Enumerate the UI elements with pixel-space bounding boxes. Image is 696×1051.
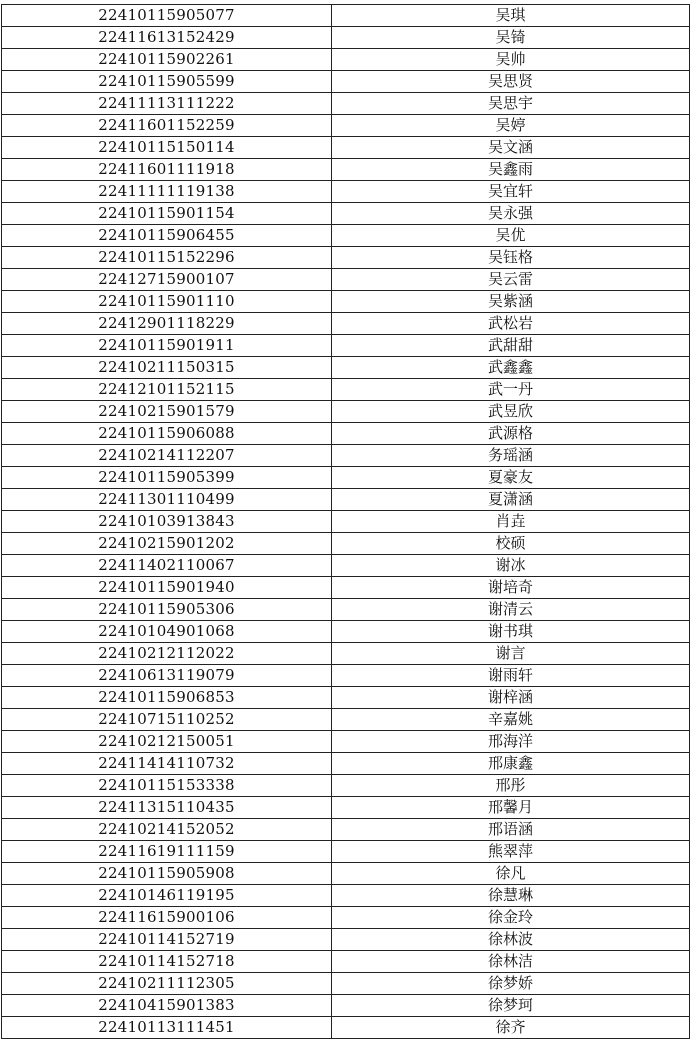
student-name-cell: 徐梦娇: [332, 973, 690, 995]
student-id-cell: 22410212112022: [2, 643, 332, 665]
table-row: [2, 753, 690, 775]
student-name-cell: 武甜甜: [332, 335, 690, 357]
table-row: [2, 841, 690, 863]
student-id-cell: 22411414110732: [2, 753, 332, 775]
table-row: [2, 269, 690, 291]
student-id-cell: 22410115901154: [2, 203, 332, 225]
student-name-cell: 徐梦珂: [332, 995, 690, 1017]
student-id-cell: 22410115901110: [2, 291, 332, 313]
student-id-cell: 22410113111451: [2, 1017, 332, 1039]
student-id-cell: 22410215901579: [2, 401, 332, 423]
student-id-cell: 22410115905077: [2, 5, 332, 27]
table-row: [2, 401, 690, 423]
student-id-cell: 22410115901911: [2, 335, 332, 357]
student-id-cell: 22410115905306: [2, 599, 332, 621]
student-name-cell: 武鑫鑫: [332, 357, 690, 379]
student-name-cell: 吴云雷: [332, 269, 690, 291]
table-row: [2, 511, 690, 533]
student-name-cell: 徐慧琳: [332, 885, 690, 907]
student-name-cell: 谢培奇: [332, 577, 690, 599]
student-name-cell: 吴宜轩: [332, 181, 690, 203]
table-row: [2, 995, 690, 1017]
table-row: [2, 577, 690, 599]
student-name-cell: 徐齐: [332, 1017, 690, 1039]
student-name-cell: 徐林洁: [332, 951, 690, 973]
student-name-cell: 武昱欣: [332, 401, 690, 423]
student-id-cell: 22410115902261: [2, 49, 332, 71]
student-name-cell: 吴鑫雨: [332, 159, 690, 181]
table-row: [2, 159, 690, 181]
student-id-cell: 22410115152296: [2, 247, 332, 269]
table-row: [2, 247, 690, 269]
student-id-cell: 22410715110252: [2, 709, 332, 731]
student-id-cell: 22410115906088: [2, 423, 332, 445]
student-id-cell: 22411113111222: [2, 93, 332, 115]
student-id-cell: 22411619111159: [2, 841, 332, 863]
table-row: [2, 687, 690, 709]
table-row: [2, 335, 690, 357]
student-id-cell: 22410115906455: [2, 225, 332, 247]
student-name-cell: 吴优: [332, 225, 690, 247]
student-name-cell: 武源格: [332, 423, 690, 445]
student-name-cell: 熊翠萍: [332, 841, 690, 863]
student-name-cell: 吴永强: [332, 203, 690, 225]
table-row: [2, 819, 690, 841]
student-id-cell: 22410115905908: [2, 863, 332, 885]
student-name-cell: 武一丹: [332, 379, 690, 401]
student-name-cell: 徐金玲: [332, 907, 690, 929]
table-row: [2, 599, 690, 621]
student-name-cell: 吴文涵: [332, 137, 690, 159]
student-name-cell: 谢梓涵: [332, 687, 690, 709]
student-name-cell: 辛嘉姚: [332, 709, 690, 731]
student-id-cell: 22410114152719: [2, 929, 332, 951]
table-row: [2, 621, 690, 643]
student-name-cell: 务瑶涵: [332, 445, 690, 467]
student-name-cell: 吴锜: [332, 27, 690, 49]
student-name-cell: 肖垚: [332, 511, 690, 533]
student-name-cell: 邢海洋: [332, 731, 690, 753]
student-name-cell: 吴钰格: [332, 247, 690, 269]
table-row: [2, 313, 690, 335]
student-name-cell: 夏潇涵: [332, 489, 690, 511]
student-name-cell: 夏豪友: [332, 467, 690, 489]
table-row: [2, 775, 690, 797]
student-id-cell: 22411601111918: [2, 159, 332, 181]
student-id-cell: 22411315110435: [2, 797, 332, 819]
table-row: [2, 225, 690, 247]
student-id-cell: 22410115901940: [2, 577, 332, 599]
student-id-cell: 22411301110499: [2, 489, 332, 511]
student-id-cell: 22410114152718: [2, 951, 332, 973]
table-row: [2, 467, 690, 489]
student-name-cell: 徐林波: [332, 929, 690, 951]
student-id-cell: 22410115150114: [2, 137, 332, 159]
student-id-cell: 22410115906853: [2, 687, 332, 709]
student-name-cell: 校硕: [332, 533, 690, 555]
table-row: [2, 951, 690, 973]
student-id-cell: 22410215901202: [2, 533, 332, 555]
student-name-cell: 武松岩: [332, 313, 690, 335]
student-name-cell: 谢书琪: [332, 621, 690, 643]
student-id-cell: 22410415901383: [2, 995, 332, 1017]
table-row: [2, 555, 690, 577]
table-row: [2, 709, 690, 731]
student-name-cell: 谢清云: [332, 599, 690, 621]
table-row: [2, 533, 690, 555]
student-name-cell: 吴帅: [332, 49, 690, 71]
table-row: [2, 1017, 690, 1039]
student-id-cell: 22411402110067: [2, 555, 332, 577]
student-id-cell: 22410211112305: [2, 973, 332, 995]
table-row: [2, 49, 690, 71]
student-name-cell: 吴琪: [332, 5, 690, 27]
student-name-cell: 吴紫涵: [332, 291, 690, 313]
student-id-cell: 22410146119195: [2, 885, 332, 907]
table-row: [2, 93, 690, 115]
student-id-cell: 22412101152115: [2, 379, 332, 401]
student-name-cell: 吴思贤: [332, 71, 690, 93]
student-list-body: [2, 5, 690, 1039]
table-row: [2, 357, 690, 379]
table-row: [2, 885, 690, 907]
table-row: [2, 863, 690, 885]
student-name-cell: 徐凡: [332, 863, 690, 885]
student-id-cell: 22410613119079: [2, 665, 332, 687]
student-name-cell: 邢康鑫: [332, 753, 690, 775]
table-row: [2, 181, 690, 203]
student-id-cell: 22411601152259: [2, 115, 332, 137]
table-row: [2, 731, 690, 753]
table-row: [2, 423, 690, 445]
table-row: [2, 5, 690, 27]
table-row: [2, 445, 690, 467]
student-id-cell: 22410115905399: [2, 467, 332, 489]
student-id-cell: 22412715900107: [2, 269, 332, 291]
student-id-cell: 22410214152052: [2, 819, 332, 841]
student-name-cell: 谢言: [332, 643, 690, 665]
table-row: [2, 137, 690, 159]
student-name-cell: 吴思宇: [332, 93, 690, 115]
student-id-cell: 22410211150315: [2, 357, 332, 379]
table-row: [2, 973, 690, 995]
student-id-cell: 22411613152429: [2, 27, 332, 49]
table-row: [2, 797, 690, 819]
table-row: [2, 929, 690, 951]
student-name-cell: 邢彤: [332, 775, 690, 797]
table-row: [2, 71, 690, 93]
student-id-cell: 22412901118229: [2, 313, 332, 335]
student-id-cell: 22410212150051: [2, 731, 332, 753]
student-id-cell: 22410104901068: [2, 621, 332, 643]
table-row: [2, 115, 690, 137]
student-id-cell: 22410115905599: [2, 71, 332, 93]
student-id-cell: 22410103913843: [2, 511, 332, 533]
student-id-cell: 22411615900106: [2, 907, 332, 929]
student-name-cell: 谢冰: [332, 555, 690, 577]
student-name-cell: 谢雨轩: [332, 665, 690, 687]
student-id-cell: 22410115153338: [2, 775, 332, 797]
student-name-cell: 邢语涵: [332, 819, 690, 841]
student-name-cell: 邢馨月: [332, 797, 690, 819]
table-row: [2, 489, 690, 511]
table-row: [2, 291, 690, 313]
student-list-table: [1, 4, 690, 1039]
table-row: [2, 907, 690, 929]
student-name-cell: 吴婷: [332, 115, 690, 137]
table-row: [2, 643, 690, 665]
student-id-cell: 22411111119138: [2, 181, 332, 203]
table-row: [2, 379, 690, 401]
student-id-cell: 22410214112207: [2, 445, 332, 467]
table-row: [2, 203, 690, 225]
table-row: [2, 665, 690, 687]
table-row: [2, 27, 690, 49]
